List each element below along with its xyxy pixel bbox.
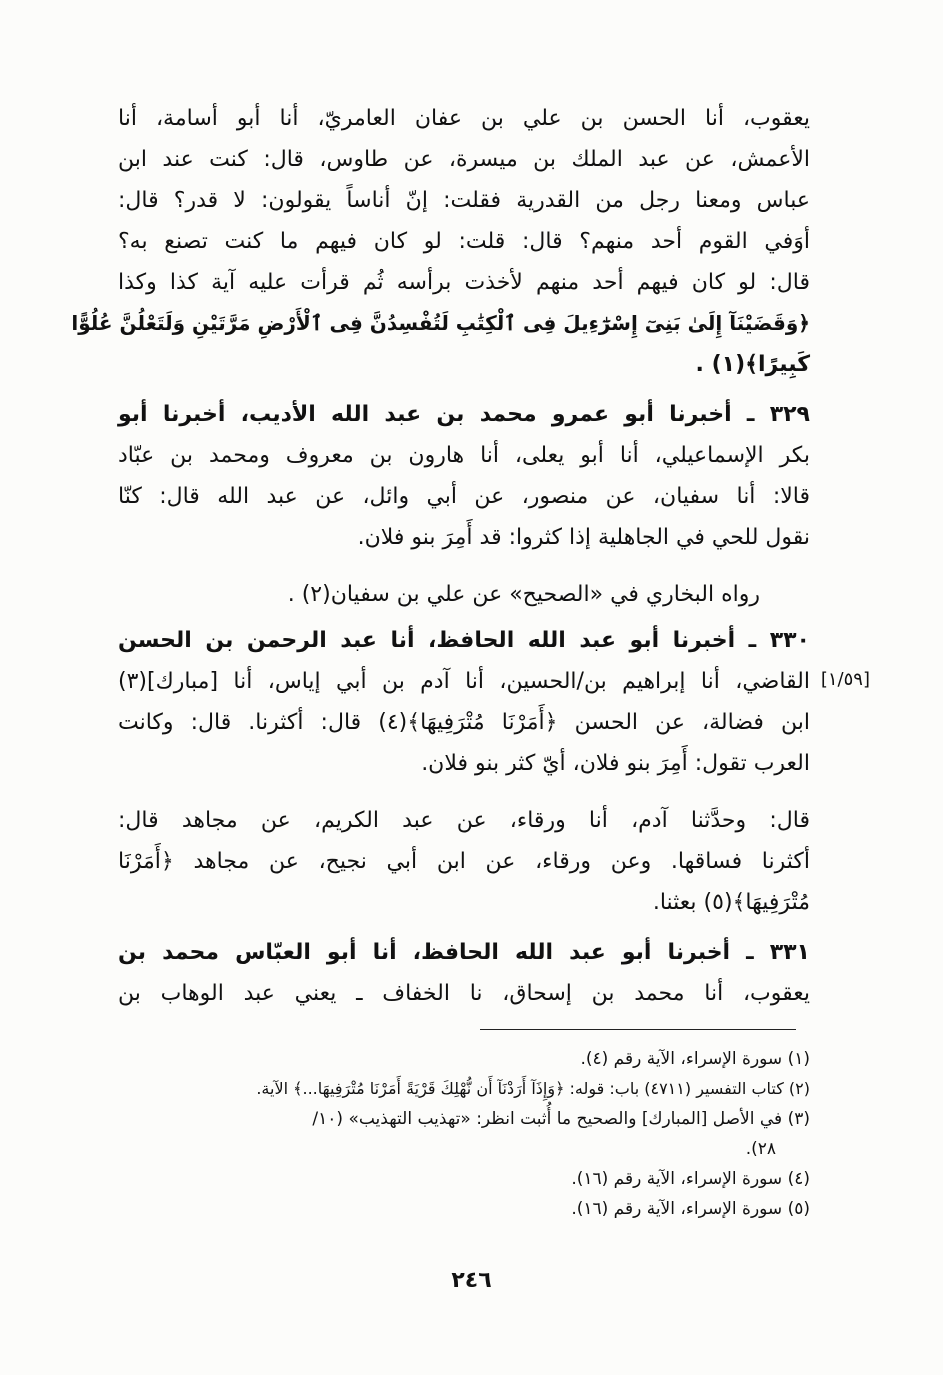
footnote-3: (٣) في الأصل [المبارك] والصحيح ما أُثبت انظر: «تهذيب التهذيب» (١٠/ xyxy=(312,1109,810,1129)
text-line: أوَفي القوم أحد منهم؟ قال: قلت: لو كان فيهم ما كنت تصنع به؟ xyxy=(118,229,810,254)
footnote-3-continued: ٢٨). xyxy=(745,1139,776,1159)
paragraph-mujahid xyxy=(118,800,810,923)
text-line: رواه البخاري في «الصحيح» عن علي بن سفيان(٢) . xyxy=(287,582,760,607)
footnote-1: (١) سورة الإسراء، الآية رقم (٤). xyxy=(580,1049,810,1069)
text-line: نقول للحي في الجاهلية إذا كثروا: قد أَمِرَ بنو فلان. xyxy=(357,525,810,550)
text-line: الأعمش، عن عبد الملك بن ميسرة، عن طاوس، قال: كنت عند ابن xyxy=(118,147,810,172)
hadith-331-heading-line: ٣٣١ ـ أخبرنا أبو عبد الله الحافظ، أنا أبو العبّاس محمد بن xyxy=(118,940,810,965)
footnote-2: (٢) كتاب التفسير (٤٧١١) باب: قوله: ﴿وَإِذَآ أَرَدْنَآ أَن نُّهْلِكَ قَرْيَةً أَمَرْنَا مُتْرَفِيهَا...﴾ الآية. xyxy=(256,1079,810,1098)
text-line: أكثرنا فساقها. وعن ورقاء، عن ابن أبي نجيح، عن مجاهد ﴿أَمَرْنَا xyxy=(118,849,810,874)
text-line: قال: لو كان فيهم أحد منهم لأخذت برأسه ثُم قرأت عليه آية كذا وكذا xyxy=(118,270,810,295)
footnote-separator xyxy=(480,1029,796,1030)
quran-verse-line: ﴿وَقَضَيْنَآ إِلَىٰ بَنِىٓ إِسْرَٰٓءِيلَ فِى ٱلْكِتَٰبِ لَتُفْسِدُنَّ فِى ٱلْأَرْضِ مَرَّتَيْنِ وَلَتَعْلُنَّ عُلُوًّا xyxy=(71,311,810,335)
paragraph-1 xyxy=(71,98,810,385)
footnotes xyxy=(118,1044,810,1224)
manuscript-folio-reference: [١/٥٩] xyxy=(820,669,870,690)
paragraph-bukhari xyxy=(118,574,810,615)
paragraph-329 xyxy=(118,394,810,558)
hadith-329-heading-line: ٣٢٩ ـ أخبرنا أبو عمرو محمد بن عبد الله الأديب، أخبرنا أبو xyxy=(118,402,810,427)
text-line: ابن فضالة، عن الحسن ﴿أَمَرْنَا مُتْرَفِيهَا﴾(٤) قال: أكثرنا. قال: وكانت xyxy=(118,710,810,735)
text-line: يعقوب، أنا محمد بن إسحاق، نا الخفاف ـ يعني عبد الوهاب بن xyxy=(118,981,810,1006)
paragraph-330 xyxy=(118,620,810,784)
text-line: القاضي، أنا إبراهيم بن/الحسين، أنا آدم بن أبي إياس، أنا [مبارك](٣) xyxy=(118,669,810,694)
footnote-4: (٤) سورة الإسراء، الآية رقم (١٦). xyxy=(571,1169,810,1189)
quran-verse-line: كَبِيرًا﴾(١) . xyxy=(695,352,810,377)
page-number: ٢٤٦ xyxy=(451,1268,492,1293)
text-line: يعقوب، أنا الحسن بن علي بن عفان العامريّ، أنا أبو أسامة، أنا xyxy=(118,106,810,131)
text-line: العرب تقول: أَمِرَ بنو فلان، أيّ كثر بنو فلان. xyxy=(421,751,810,776)
hadith-330-heading-line: ٣٣٠ ـ أخبرنا أبو عبد الله الحافظ، أنا عبد الرحمن بن الحسن xyxy=(118,628,810,653)
paragraph-331 xyxy=(118,932,810,1014)
footnote-5: (٥) سورة الإسراء، الآية رقم (١٦). xyxy=(571,1199,810,1219)
text-line: مُتْرَفِيهَا﴾(٥) بعثنا. xyxy=(652,890,810,915)
text-line: بكر الإسماعيلي، أنا أبو يعلى، أنا هارون بن معروف ومحمد بن عبّاد xyxy=(118,443,810,468)
text-line: قالا: أنا سفيان، عن منصور، عن أبي وائل، عن عبد الله قال: كنّا xyxy=(118,484,810,509)
text-line: قال: وحدَّثنا آدم، أنا ورقاء، عن عبد الكريم، عن مجاهد قال: xyxy=(118,808,810,833)
text-line: عباس ومعنا رجل من القدرية فقلت: إنّ أناساً يقولون: لا قدر؟ قال: xyxy=(118,188,810,213)
